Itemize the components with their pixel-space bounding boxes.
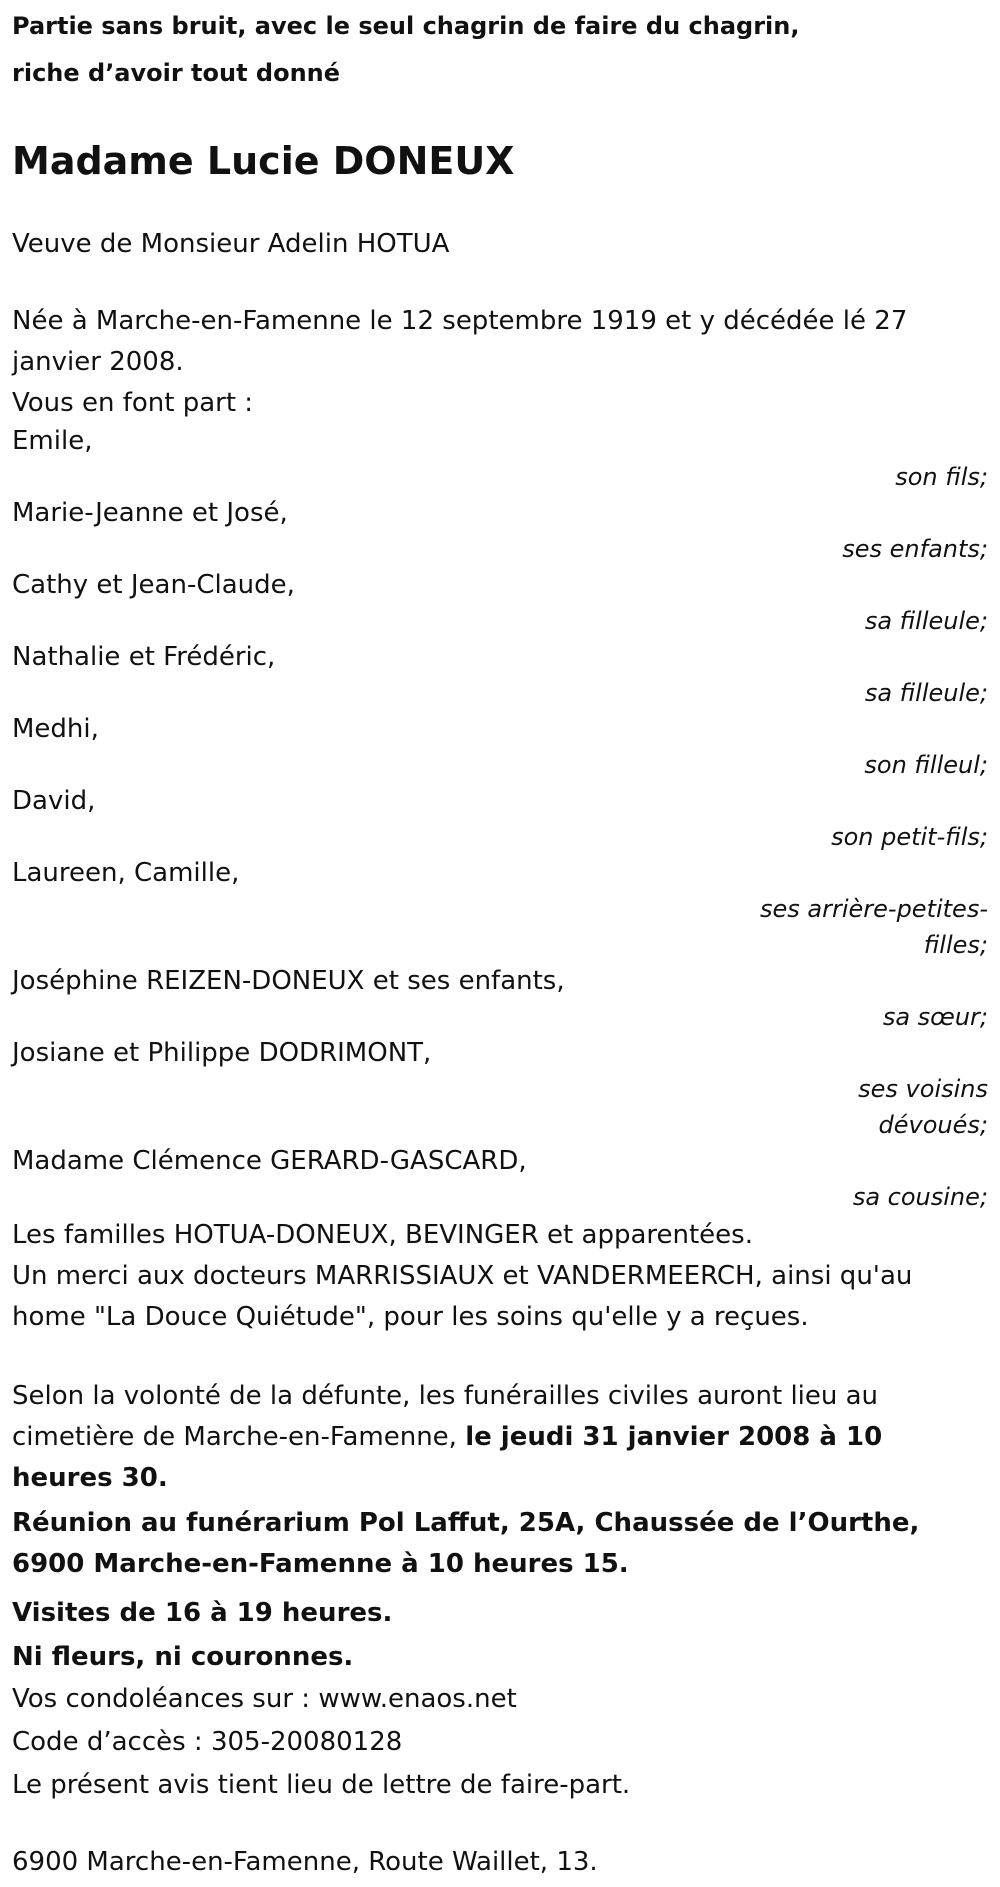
relative-row (12, 711, 988, 783)
relative-role: son petit-fils; (831, 823, 988, 851)
relative-row (12, 1143, 988, 1215)
home-address: 6900 Marche-en-Famenne, Route Waillet, 13. (12, 1847, 598, 1877)
relative-role: son fils; (895, 463, 988, 491)
families: Les familles HOTUA-DONEUX, BEVINGER et apparentées. (12, 1220, 753, 1250)
relative-row (12, 1035, 988, 1143)
relative-name: Medhi, (12, 714, 99, 744)
funeral-date: le jeudi 31 janvier 2008 à 10 heures 30. (12, 1422, 883, 1493)
relative-role: sa cousine; (852, 1183, 988, 1211)
relative-name: Josiane et Philippe DODRIMONT, (12, 1038, 432, 1068)
notice-statement: Le présent avis tient lieu de lettre de faire-part. (12, 1770, 631, 1800)
relative-name: Joséphine REIZEN-DONEUX et ses enfants, (12, 966, 565, 996)
relative-row (12, 783, 988, 855)
relative-role: ses voisins dévoués; (858, 1075, 988, 1139)
relative-role: sa sœur; (882, 1003, 988, 1031)
relative-role: son filleul; (864, 751, 988, 779)
intro-verse-line-1: Partie sans bruit, avec le seul chagrin de faire du chagrin, (12, 12, 800, 40)
intro-verse-line-2: riche d’avoir tout donné (12, 59, 341, 87)
announce-label: Vous en font part : (12, 388, 254, 418)
relatives-list (12, 423, 988, 1215)
relative-role: sa filleule; (864, 679, 988, 707)
relative-row (12, 495, 988, 567)
relative-role: ses enfants; (842, 535, 988, 563)
thanks: Un merci aux docteurs MARRISSIAUX et VANDERMEERCH, ainsi qu'au home "La Douce Quiétude", pour les soins qu'elle y a reçues. (12, 1261, 913, 1332)
relative-row (12, 567, 988, 639)
birth-death-info: Née à Marche-en-Famenne le 12 septembre 1919 et y décédée lé 27 janvier 2008. (12, 306, 908, 377)
relative-row (12, 855, 988, 963)
relative-name: Cathy et Jean-Claude, (12, 570, 295, 600)
visiting-hours: Visites de 16 à 19 heures. (12, 1598, 393, 1628)
relative-name: Madame Clémence GERARD-GASCARD, (12, 1146, 527, 1176)
relative-name: Laureen, Camille, (12, 858, 240, 888)
access-code: Code d’accès : 305-20080128 (12, 1727, 403, 1757)
relative-name: Marie-Jeanne et José, (12, 498, 288, 528)
widow-of: Veuve de Monsieur Adelin HOTUA (12, 229, 450, 259)
no-flowers: Ni fleurs, ni couronnes. (12, 1642, 354, 1672)
relative-role: sa filleule; (864, 607, 988, 635)
deceased-name: Madame Lucie DONEUX (12, 139, 515, 183)
relative-name: David, (12, 786, 96, 816)
relative-row (12, 639, 988, 711)
relative-name: Nathalie et Frédéric, (12, 642, 276, 672)
funeral-text: Selon la volonté de la défunte, les funérailles civiles auront lieu au cimetière de Marche-en-Famenne, (12, 1381, 879, 1452)
condolences: Vos condoléances sur : www.enaos.net (12, 1684, 517, 1714)
relative-row (12, 963, 988, 1035)
funeral-info (12, 1376, 987, 1499)
relative-name: Emile, (12, 426, 93, 456)
funerarium-meeting: Réunion au funérarium Pol Laffut, 25A, Chaussée de l’Ourthe, 6900 Marche-en-Famenne à 10 heures 15. (12, 1508, 920, 1579)
relative-role: ses arrière-petites-filles; (760, 895, 988, 959)
relative-row (12, 423, 988, 495)
